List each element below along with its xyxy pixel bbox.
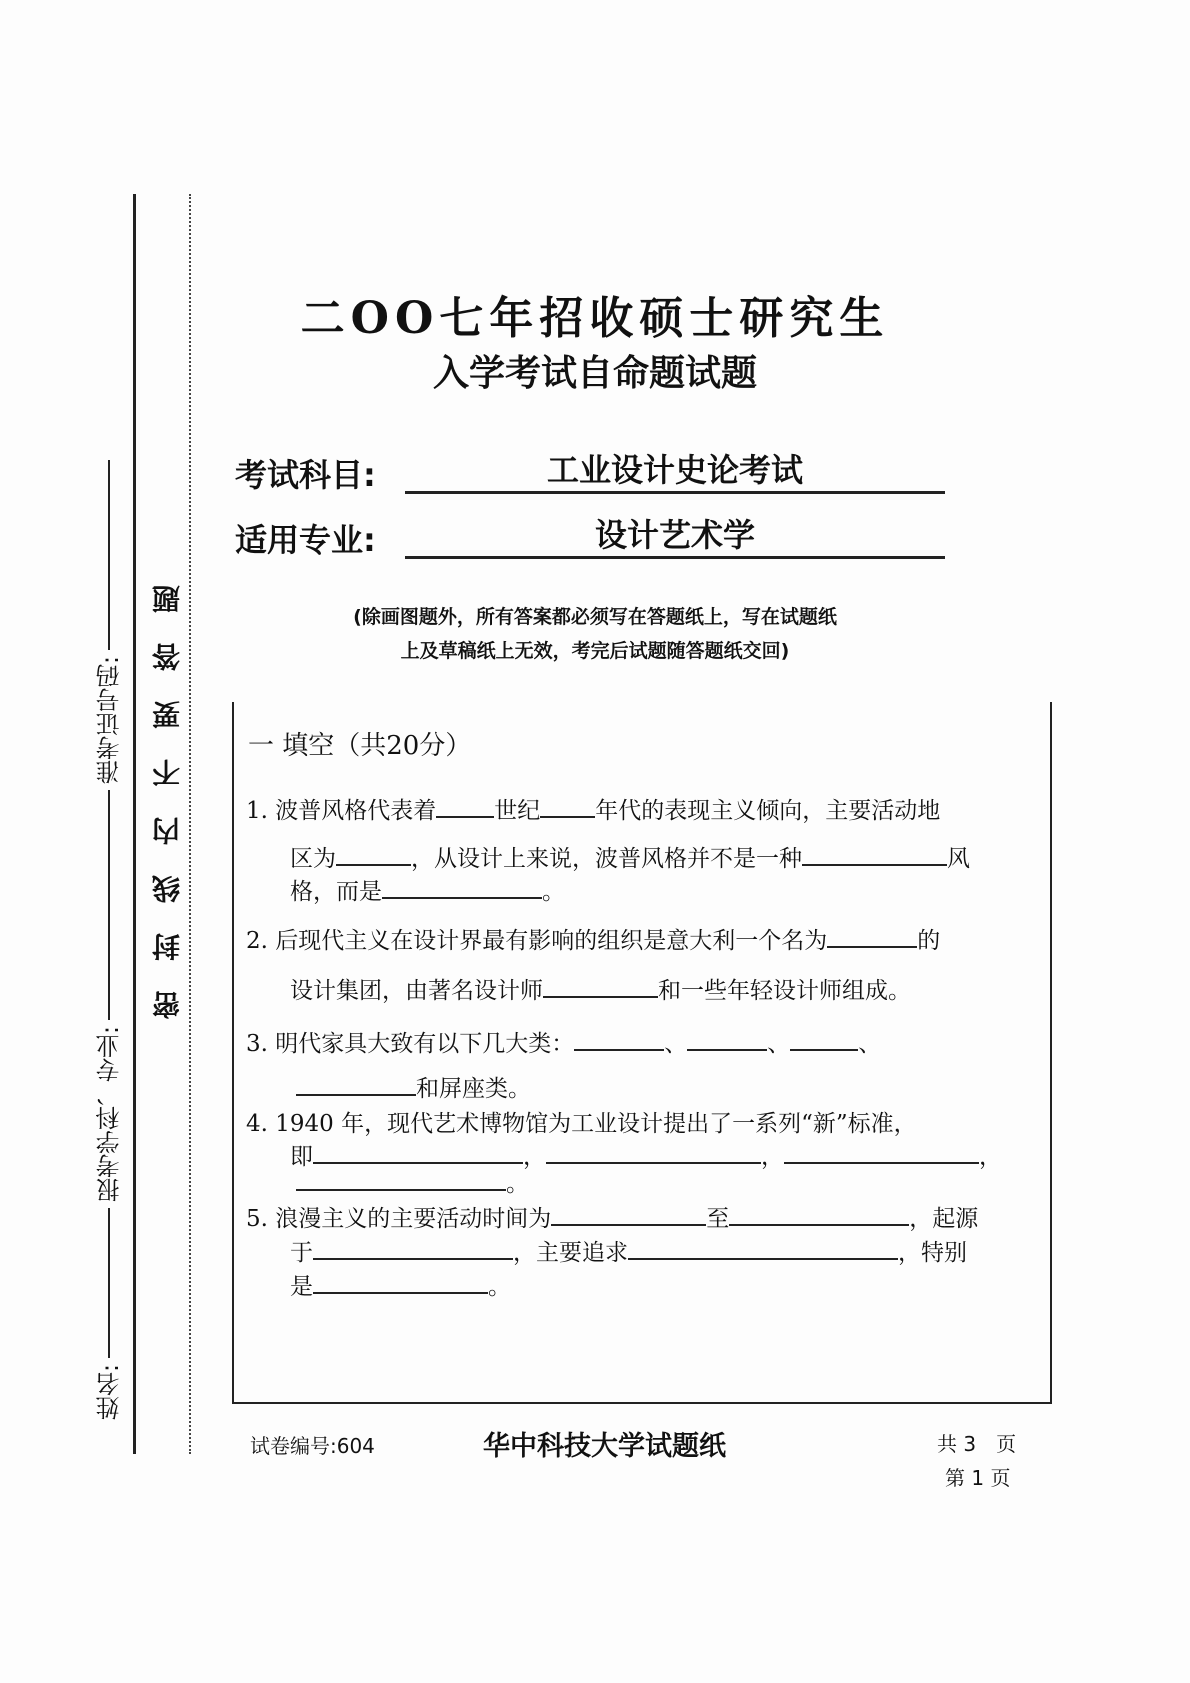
candidate-info-margin [92, 290, 127, 1420]
ticket-label: 准考证号码: [96, 655, 124, 784]
major-label: 适用专业: [235, 521, 376, 559]
paper-number: 试卷编号:604 [250, 1434, 375, 1458]
total-pages: 共 3 页 [937, 1432, 1017, 1456]
note-line2: 上及草稿纸上无效，考完后试题随答题纸交回) [400, 640, 790, 662]
blank [296, 1166, 506, 1191]
text: 于 [290, 1240, 313, 1266]
text: 和一些年轻设计师组成。 [658, 978, 911, 1004]
text: 是 [290, 1274, 313, 1300]
name-label: 姓名: [96, 1363, 124, 1420]
blank [313, 1235, 513, 1260]
text: 世纪 [494, 798, 541, 824]
blank [784, 1139, 979, 1164]
text: 波普风格代表着 [275, 798, 437, 824]
major-label: 报考学科、专业: [96, 1025, 124, 1202]
text: 年代的表现主义倾向，主要活动地 [595, 798, 941, 824]
text: 明代家具大致有以下几大类： [275, 1031, 575, 1057]
text: 、 [858, 1031, 882, 1057]
question-2-line2 [290, 972, 911, 1005]
blank [687, 1026, 767, 1051]
blank [543, 973, 658, 998]
question-3-line1 [246, 1025, 881, 1058]
question-2-line1 [246, 922, 940, 955]
blank [551, 1201, 706, 1226]
text: 浪漫主义的主要活动时间为 [275, 1206, 552, 1232]
text: ，起源 [909, 1206, 979, 1232]
question-number: 5. [246, 1206, 268, 1232]
question-4-line3 [296, 1165, 529, 1198]
name-blank [109, 1208, 111, 1358]
text: 。 [488, 1274, 511, 1300]
question-3-line2 [296, 1070, 531, 1103]
text: ，主要追求 [513, 1240, 628, 1266]
blank [546, 1139, 761, 1164]
blank [628, 1235, 898, 1260]
text: ，从设计上来说，波普风格并不是一种 [411, 846, 802, 872]
subject-label: 考试科目: [235, 456, 376, 494]
text: 设计集团，由著名设计师 [290, 978, 543, 1004]
section-title: 一 填空（共20分） [248, 731, 472, 761]
text: ，特别 [898, 1240, 967, 1266]
text: 的 [917, 928, 941, 954]
seal-notice: 密封线内不要答题 [151, 555, 184, 1019]
text: 后现代主义在设计界最有影响的组织是意大利一个名为 [275, 928, 828, 954]
question-4-line1 [246, 1105, 917, 1138]
text: 。 [542, 879, 565, 905]
text: ， [979, 1144, 1002, 1170]
school-name: 华中科技大学试题纸 [483, 1431, 726, 1462]
text: 至 [706, 1206, 730, 1232]
text: 、 [664, 1031, 688, 1057]
blank [436, 793, 494, 818]
text: 、 [767, 1031, 791, 1057]
blank [336, 841, 411, 866]
question-number: 3. [246, 1031, 268, 1057]
blank [313, 1139, 523, 1164]
question-number: 1. [246, 798, 268, 824]
text: 区为 [290, 846, 336, 872]
blank [574, 1026, 664, 1051]
question-5-line3 [290, 1268, 511, 1301]
text: ， [523, 1144, 546, 1170]
question-number: 2. [246, 928, 268, 954]
current-page: 第 1 页 [945, 1466, 1011, 1490]
text: ， [761, 1144, 784, 1170]
blank [827, 923, 917, 948]
major-value: 设计艺术学 [405, 510, 945, 559]
question-1-line3 [290, 873, 565, 906]
text: 和屏座类。 [416, 1076, 531, 1102]
text: 格，而是 [290, 879, 382, 905]
blank [296, 1071, 416, 1096]
blank [313, 1269, 488, 1294]
subject-value: 工业设计史论考试 [405, 445, 945, 494]
question-1-line2 [290, 840, 970, 873]
question-1-line1 [246, 792, 940, 825]
question-number: 4. [246, 1111, 268, 1137]
blank [802, 841, 947, 866]
title-line2: 入学考试自命题试题 [432, 352, 757, 394]
major-blank [109, 790, 111, 1020]
note-line1: (除画图题外，所有答案都必须写在答题纸上，写在试题纸 [353, 606, 837, 628]
text: 即 [290, 1144, 313, 1170]
blank [382, 874, 542, 899]
text: 。 [506, 1171, 529, 1197]
blank [540, 793, 595, 818]
question-5-line1 [246, 1200, 978, 1233]
text: 风 [947, 846, 970, 872]
question-5-line2 [290, 1234, 967, 1267]
text: 1940 年，现代艺术博物馆为工业设计提出了一系列“新”标准， [275, 1111, 917, 1137]
blank [790, 1026, 858, 1051]
title-line1: 二OO七年招收硕士研究生 [300, 293, 890, 344]
blank [729, 1201, 909, 1226]
